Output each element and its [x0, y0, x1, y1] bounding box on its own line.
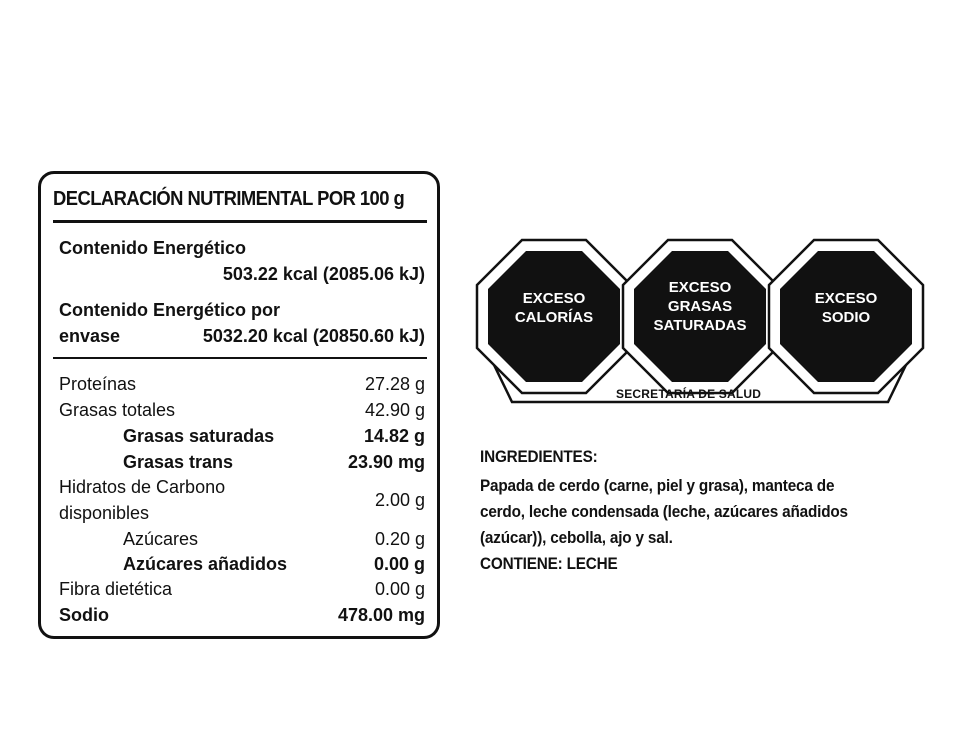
row-label-azucares-anadidos: Azúcares añadidos: [123, 554, 288, 574]
seal-sodio-line2: SODIO: [821, 309, 871, 326]
row-label-grasas-saturadas: Grasas saturadas: [123, 426, 275, 446]
nutrition-facts-table: [38, 171, 440, 639]
seal-ministry-label: SECRETARÍA DE SALUD: [616, 387, 762, 401]
ingredients-line: cerdo, leche condensada (leche, azúcares añadidos: [480, 502, 848, 521]
ingredients-title: INGREDIENTES:: [480, 447, 598, 466]
seal-grasas-line2: GRASAS: [667, 298, 733, 315]
row-value-proteinas: 27.28 g: [364, 374, 425, 394]
row-label-proteinas: Proteínas: [59, 374, 137, 394]
energy-pkg-label-line1: Contenido Energético por: [59, 300, 281, 320]
row-value-azucares-anadidos: 0.00 g: [373, 554, 425, 574]
energy-divider: [53, 357, 427, 359]
row-label-sodio: Sodio: [59, 605, 109, 625]
row-value-grasas-totales: 42.90 g: [364, 400, 425, 420]
energy-pkg-label-line2: envase: [59, 326, 121, 346]
contains-statement: CONTIENE: LECHE: [480, 554, 618, 573]
row-label-azucares: Azúcares: [123, 529, 199, 549]
ingredients-line: Papada de cerdo (carne, piel y grasa), manteca de: [480, 476, 835, 495]
nutrition-title: DECLARACIÓN NUTRIMENTAL POR 100 g: [53, 188, 405, 210]
seal-calorias-line1: EXCESO: [522, 290, 586, 307]
energy-label: Contenido Energético: [59, 238, 247, 258]
seal-calorias-text: [494, 289, 614, 327]
seal-grasas-line1: EXCESO: [668, 279, 732, 296]
row-value-sodio: 478.00 mg: [337, 605, 425, 625]
seal-calorias-line2: CALORÍAS: [514, 309, 594, 326]
row-label-grasas-trans: Grasas trans: [123, 452, 234, 472]
row-value-grasas-saturadas: 14.82 g: [363, 426, 425, 446]
row-value-fibra: 0.00 g: [374, 579, 425, 599]
seal-grasas-line3: SATURADAS: [653, 317, 747, 334]
row-value-azucares: 0.20 g: [374, 529, 425, 549]
seal-grasas-text: [640, 278, 760, 335]
energy-value: 503.22 kcal (2085.06 kJ): [222, 264, 425, 284]
row-label-hidratos-line2: disponibles: [59, 503, 150, 523]
warning-seals: [470, 238, 930, 413]
row-label-fibra: Fibra dietética: [59, 579, 173, 599]
energy-pkg-value: 5032.20 kcal (20850.60 kJ): [202, 326, 425, 346]
row-value-hidratos: 2.00 g: [374, 490, 425, 510]
seal-sodio-line1: EXCESO: [814, 290, 878, 307]
title-divider: [53, 220, 427, 223]
ingredients-line: (azúcar)), cebolla, ajo y sal.: [480, 528, 673, 547]
row-value-grasas-trans: 23.90 mg: [347, 452, 425, 472]
seal-sodio-text: [786, 289, 906, 327]
row-label-grasas-totales: Grasas totales: [59, 400, 176, 420]
row-label-hidratos-line1: Hidratos de Carbono: [59, 477, 226, 497]
